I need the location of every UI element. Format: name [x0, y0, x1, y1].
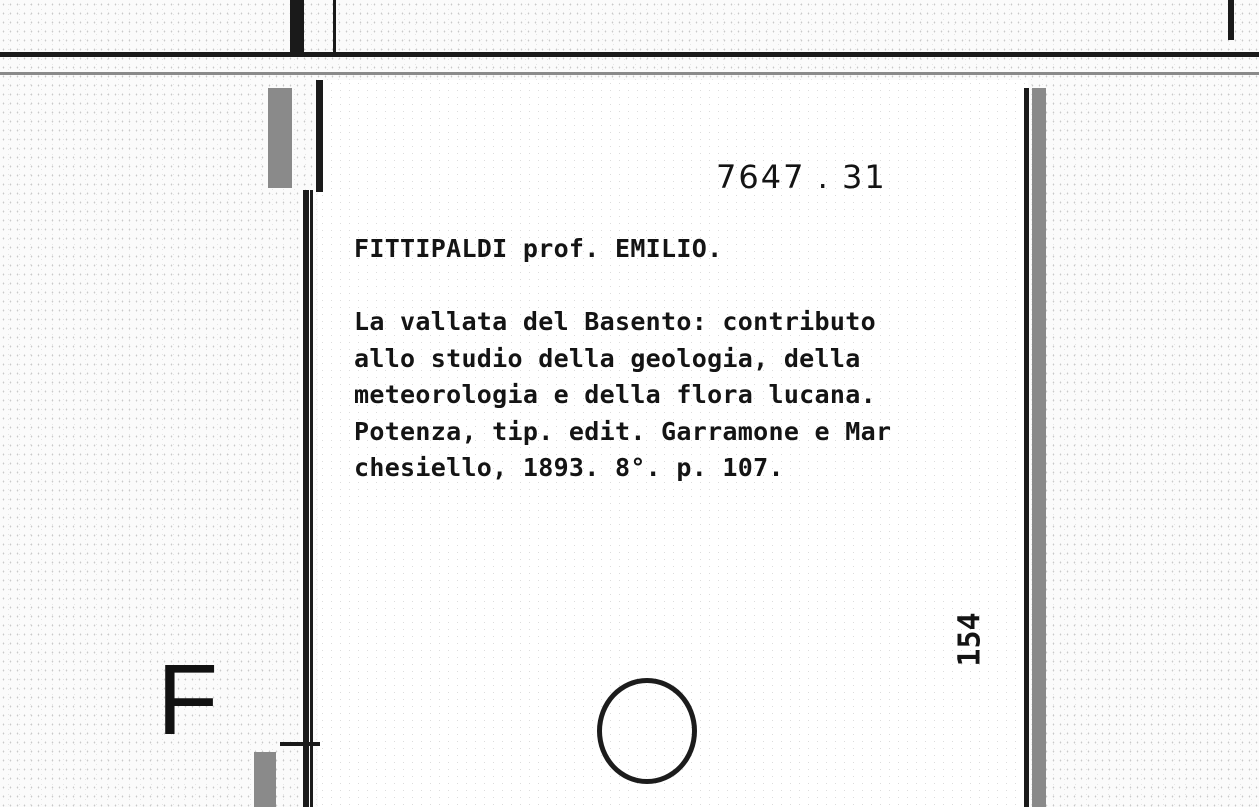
author-heading: FITTIPALDI prof. EMILIO.: [354, 234, 723, 263]
entry-line: Potenza, tip. edit. Garramone e Mar: [354, 416, 892, 446]
entry-line: meteorologia e della flora lucana.: [354, 380, 876, 409]
card-left-border: [310, 190, 313, 807]
left-card-edge: [268, 88, 292, 188]
drawer-letter-label: F: [157, 644, 219, 756]
left-card-stack-line: [303, 190, 309, 807]
top-divider-shadow: [0, 72, 1259, 75]
shelfmark-number: 7647 . 31: [716, 158, 887, 196]
entry-line: chesiello, 1893. 8°. p. 107.: [354, 453, 784, 482]
upper-card-right-edge: [1228, 0, 1234, 40]
card-sequence-number: 154: [952, 612, 988, 667]
card-left-edge: [316, 80, 323, 192]
upper-card-left-edge: [290, 0, 304, 54]
entry-line: La vallata del Basento: contributo: [354, 307, 876, 336]
rod-guide-tick: [280, 742, 320, 746]
top-divider-line: [0, 52, 1259, 57]
card-rod-hole: [597, 678, 697, 784]
card-right-edge: [1024, 88, 1029, 807]
card-right-shadow: [1032, 88, 1046, 807]
upper-card-inner-edge: [333, 0, 336, 54]
left-card-lower-edge: [254, 752, 276, 807]
entry-line: allo studio della geologia, della: [354, 343, 861, 373]
bibliographic-entry: [354, 304, 1014, 487]
